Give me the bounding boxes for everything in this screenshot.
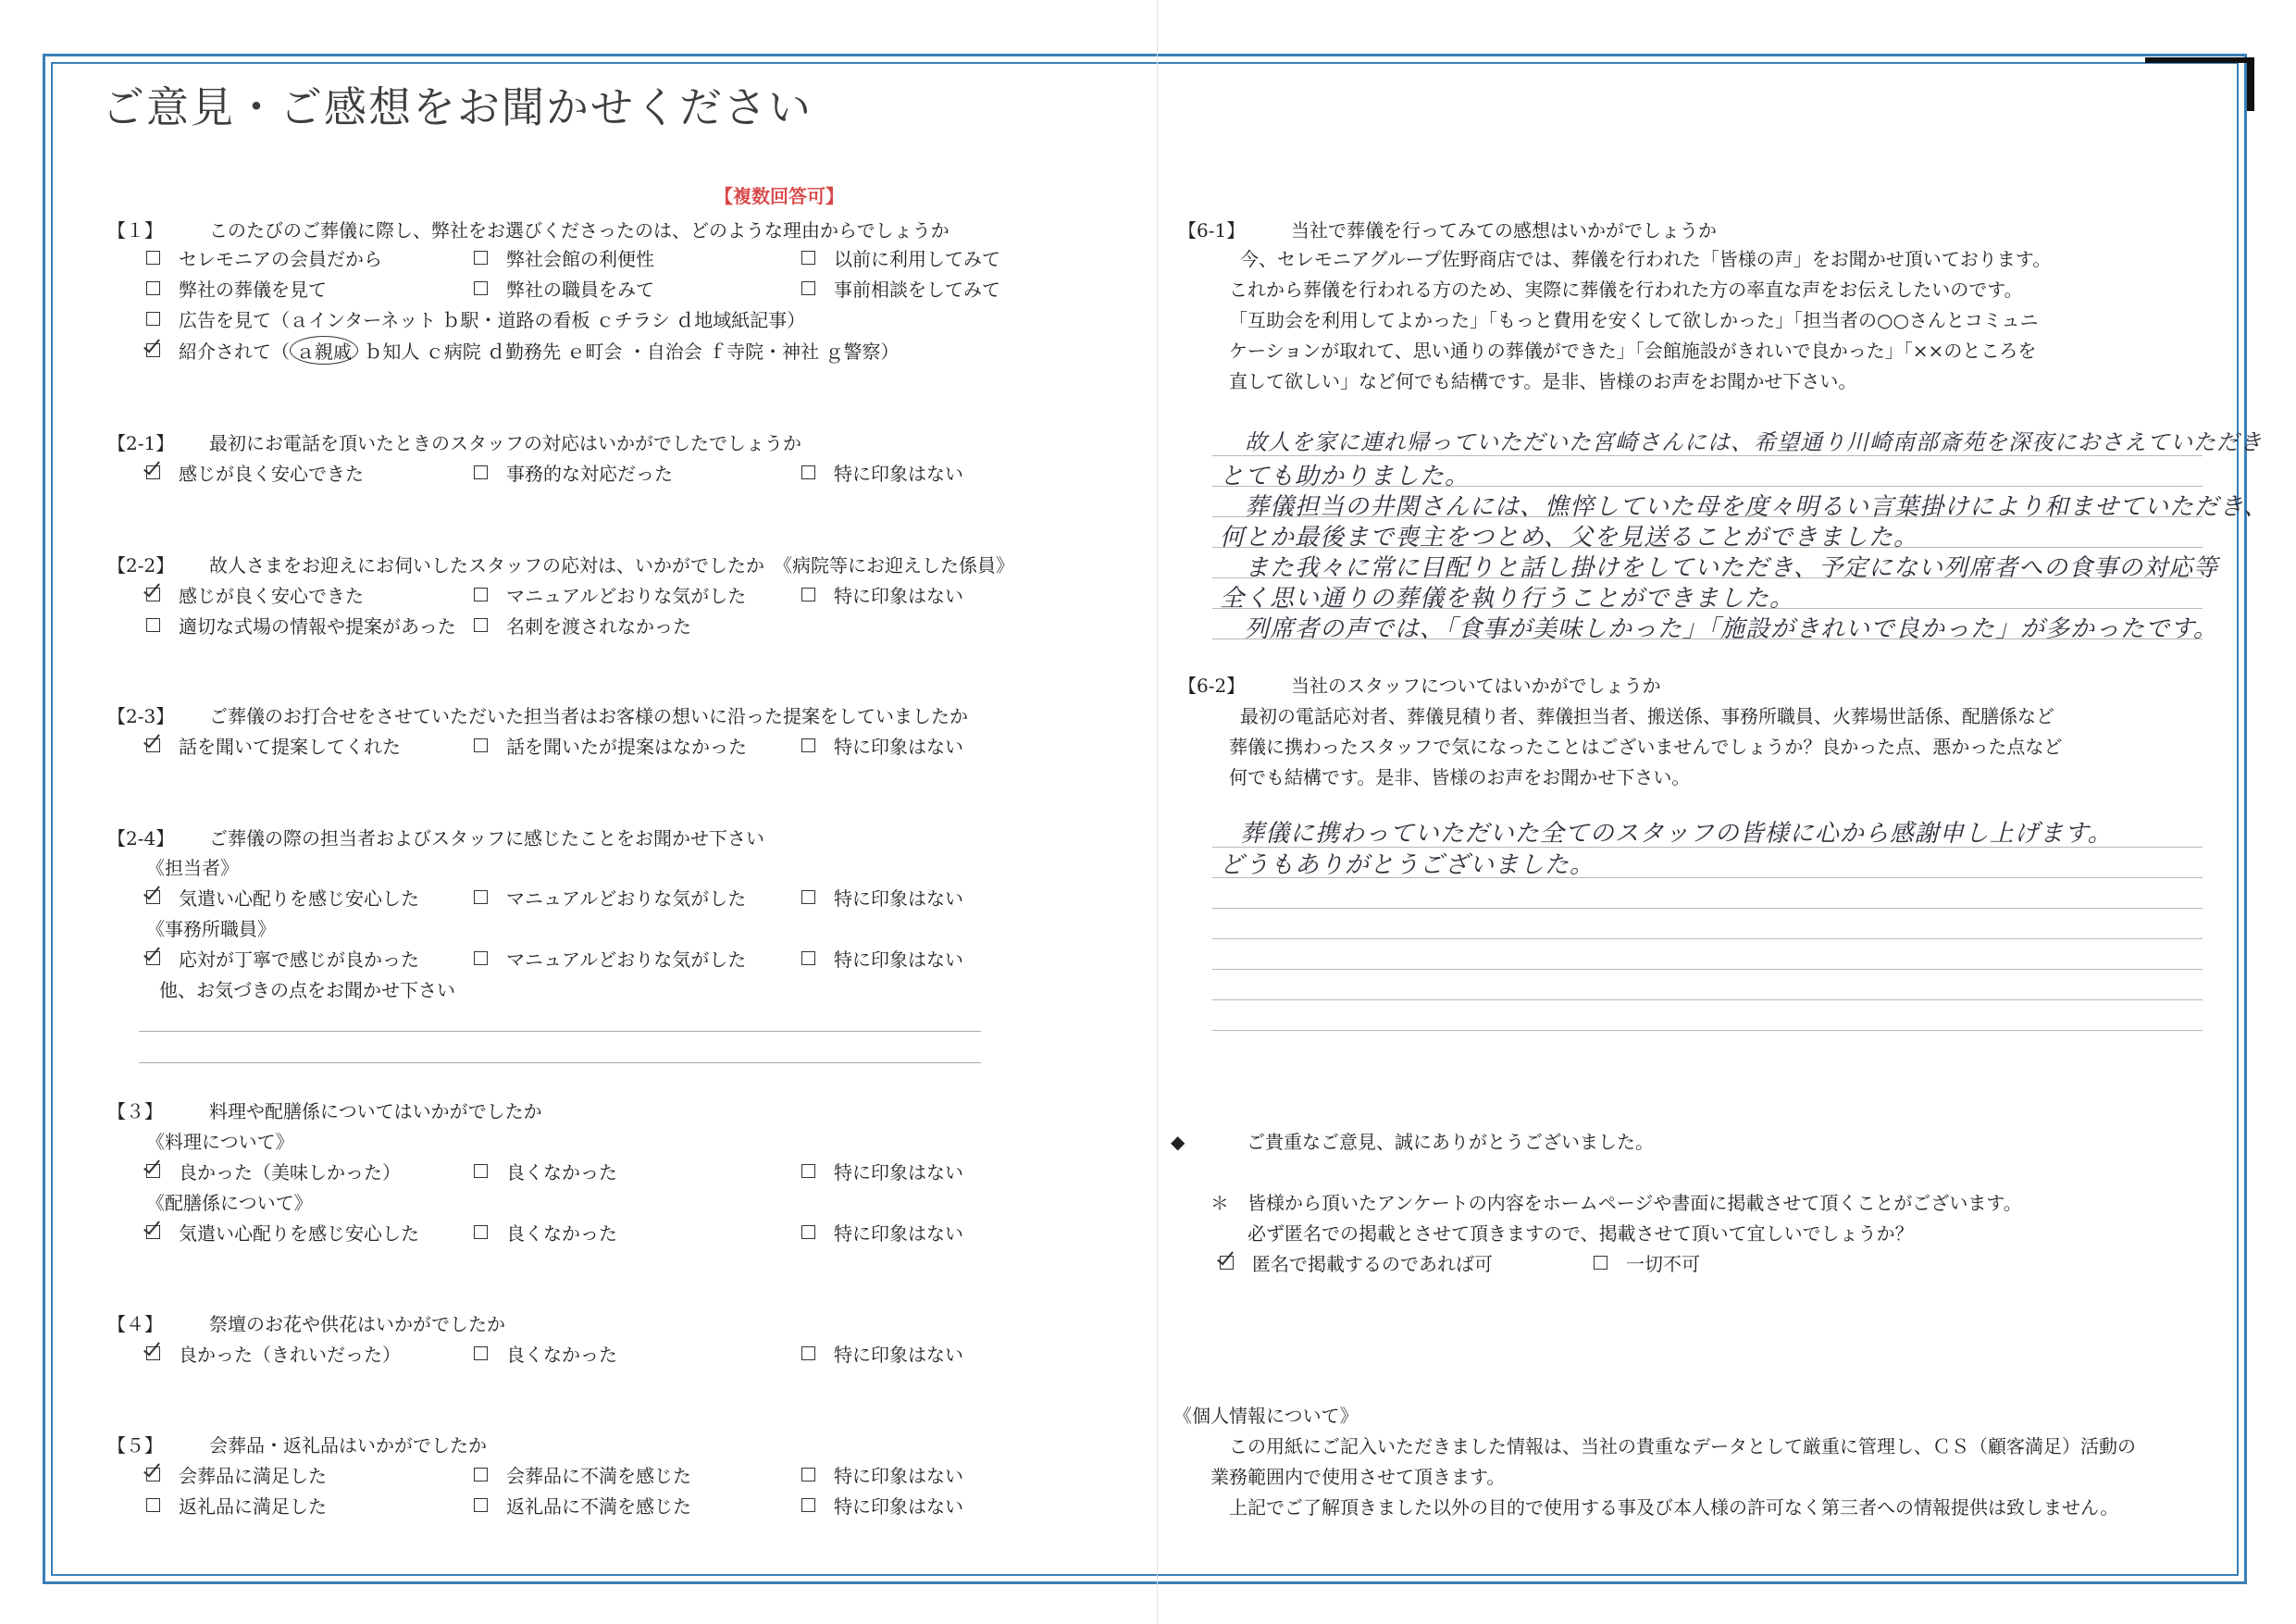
checkbox[interactable] xyxy=(474,1468,488,1481)
subheading-serving-staff: 《配膳係について》 xyxy=(146,1192,313,1214)
checkbox[interactable] xyxy=(146,618,160,632)
handwritten-answer-line: 葬儀担当の井関さんには、憔悴していた母を度々明るい言葉掛けにより和ませていただき、 xyxy=(1245,493,2268,521)
handwritten-answer-line: 何とか最後まで喪主をつとめ、父を見送ることができました。 xyxy=(1220,524,1918,552)
question-text: このたびのご葬儀に際し、弊社をお選びくださったのは、どのような理由からでしょうか xyxy=(209,219,949,242)
question-number: 【2-4】 xyxy=(107,827,175,849)
q1-option-introduction[interactable]: 紹介されて（ ａ親戚 ｂ知人 ｃ病院 ｄ勤務先 ｅ町会 ・自治会 ｆ寺院・神社 ｇ警察） xyxy=(146,336,900,365)
question-number: 【５】 xyxy=(107,1434,163,1457)
question-text: 料理や配膳係についてはいかがでしたか xyxy=(209,1100,542,1122)
q1-option[interactable]: 弊社会館の利便性 xyxy=(474,244,654,271)
checkbox[interactable] xyxy=(146,1498,160,1512)
asterisk-icon: ＊ xyxy=(1210,1192,1229,1214)
answer-line[interactable] xyxy=(1212,908,2203,909)
checkbox[interactable] xyxy=(801,951,815,965)
q2-4-option[interactable]: 特に印象はない xyxy=(801,945,963,972)
q3-option[interactable]: 良くなかった xyxy=(474,1219,617,1246)
question-4 xyxy=(107,1309,505,1336)
q2-4-option[interactable]: マニュアルどおりな気がした xyxy=(474,945,746,972)
q3-option[interactable]: 良かった（美味しかった） xyxy=(146,1158,401,1184)
privacy-line: この用紙にご記入いただきました情報は、当社の貴重なデータとして厳重に管理し、ＣＳ（顧客満足）活動の xyxy=(1229,1435,2136,1457)
question-text: ご葬儀の際の担当者およびスタッフに感じたことをお聞かせ下さい xyxy=(209,827,764,849)
handwritten-answer-line: また我々に常に目配りと話し掛けをしていただき、予定にない列席者への食事の対応等 xyxy=(1245,554,2218,582)
checkbox[interactable] xyxy=(1594,1256,1607,1270)
q5-option[interactable]: 返礼品に満足した xyxy=(146,1492,327,1519)
handwritten-answer-line: 葬儀に携わっていただいた全てのスタッフの皆様に心から感謝申し上げます。 xyxy=(1240,820,2113,848)
checkbox-checked[interactable] xyxy=(146,738,160,752)
question-number: 【2-3】 xyxy=(107,705,175,727)
question-3 xyxy=(107,1097,542,1123)
q3-option[interactable]: 良くなかった xyxy=(474,1158,617,1184)
checkbox-checked[interactable] xyxy=(146,465,160,479)
checkbox[interactable] xyxy=(801,465,815,479)
q6-2-description-line: 葬儀に携わったスタッフで気になったことはございませんでしょうか？良かった点、悪かった点など xyxy=(1229,736,2063,758)
q6-1-description-line: これから葬儀を行われる方のため、実際に葬儀を行われた方の率直な声をお伝えしたいのです。 xyxy=(1229,279,2023,301)
question-2-4 xyxy=(107,824,764,850)
handwritten-answer-line: どうもありがとうございました。 xyxy=(1220,851,1595,879)
answer-line[interactable] xyxy=(1212,969,2203,970)
question-6-1 xyxy=(1178,216,1717,242)
q2-4-option[interactable]: 特に印象はない xyxy=(801,884,963,911)
checkbox[interactable] xyxy=(801,281,815,295)
answer-line[interactable] xyxy=(1212,1030,2203,1031)
multiple-answers-note: 【複数回答可】 xyxy=(714,185,844,207)
checkbox[interactable] xyxy=(474,738,488,752)
q6-2-description-line: 何でも結構です。是非、皆様のお声をお聞かせ下さい。 xyxy=(1229,766,1691,788)
privacy-line: 上記でご了解頂きました以外の目的で使用する事及び本人様の許可なく第三者への情報提供は致しません。 xyxy=(1229,1496,2119,1519)
q3-option[interactable]: 特に印象はない xyxy=(801,1219,963,1246)
q3-option[interactable]: 気遣い心配りを感じ安心した xyxy=(146,1219,419,1246)
question-text: 祭壇のお花や供花はいかがでしたか xyxy=(209,1313,505,1335)
q1-option[interactable]: 弊社の職員をみて xyxy=(474,275,654,302)
q2-2-option[interactable]: 感じが良く安心できた xyxy=(146,581,364,608)
q2-2-option[interactable]: 適切な式場の情報や提案があった xyxy=(146,612,456,638)
checkbox[interactable] xyxy=(146,312,160,326)
checkbox[interactable] xyxy=(474,1346,488,1360)
comment-line[interactable] xyxy=(139,1062,981,1063)
q5-option[interactable]: 会葬品に不満を感じた xyxy=(474,1461,691,1488)
circled-answer: ａ親戚 xyxy=(290,336,358,365)
checkbox[interactable] xyxy=(474,281,488,295)
q6-1-description-line: 「互助会を利用してよかった」「もっと費用を安くして欲しかった」「担当者の○○さんとコミュニ xyxy=(1229,309,2039,331)
checkbox-checked[interactable] xyxy=(146,1225,160,1239)
question-2-1 xyxy=(107,428,801,455)
checkbox[interactable] xyxy=(474,1164,488,1178)
q2-1-option[interactable]: 特に印象はない xyxy=(801,459,963,486)
q1-option[interactable]: 事前相談をしてみて xyxy=(801,275,1000,302)
question-number: 【１】 xyxy=(107,219,163,242)
consent-option-refuse[interactable]: 一切不可 xyxy=(1594,1249,1700,1276)
checkbox-checked[interactable] xyxy=(146,1346,160,1360)
subheading-food: 《料理について》 xyxy=(146,1131,294,1153)
question-number: 【6-1】 xyxy=(1178,219,1246,242)
checkbox-checked[interactable] xyxy=(146,343,160,357)
q5-option[interactable]: 返礼品に不満を感じた xyxy=(474,1492,691,1519)
question-6-2 xyxy=(1178,671,1661,698)
checkbox[interactable] xyxy=(801,1346,815,1360)
q6-2-description-line: 最初の電話応対者、葬儀見積り者、葬儀担当者、搬送係、事務所職員、火葬場世話係、配膳係など xyxy=(1240,705,2054,727)
checkbox[interactable] xyxy=(801,1225,815,1239)
checkbox[interactable] xyxy=(801,251,815,265)
checkbox[interactable] xyxy=(474,251,488,265)
checkbox[interactable] xyxy=(474,465,488,479)
corner-mark-vertical xyxy=(2247,57,2254,111)
q5-option[interactable]: 特に印象はない xyxy=(801,1461,963,1488)
privacy-line: 業務範囲内で使用させて頂きます。 xyxy=(1210,1466,1506,1488)
checkbox[interactable] xyxy=(474,951,488,965)
q4-option[interactable]: 特に印象はない xyxy=(801,1340,963,1367)
diamond-icon: ◆ xyxy=(1171,1131,1185,1153)
q5-option[interactable]: 特に印象はない xyxy=(801,1492,963,1519)
checkbox-checked[interactable] xyxy=(146,1468,160,1481)
q4-option[interactable]: 良かった（きれいだった） xyxy=(146,1340,401,1367)
q6-1-description-line: ケーションが取れて、思い通りの葬儀ができた」「会館施設がきれいで良かった」「××のところを xyxy=(1229,340,2037,362)
question-5 xyxy=(107,1431,487,1457)
q2-1-option[interactable]: 事務的な対応だった xyxy=(474,459,673,486)
question-text: 当社で葬儀を行ってみての感想はいかがでしょうか xyxy=(1291,219,1717,242)
question-1 xyxy=(107,216,949,242)
checkbox[interactable] xyxy=(801,890,815,904)
checkbox[interactable] xyxy=(146,281,160,295)
q2-1-option[interactable]: 感じが良く安心できた xyxy=(146,459,364,486)
question-number: 【３】 xyxy=(107,1100,163,1122)
checkbox[interactable] xyxy=(474,588,488,601)
handwritten-answer-line: 列席者の声では、「食事が美味しかった」「施設がきれいで良かった」が多かったです。 xyxy=(1245,615,2218,643)
q2-4-option[interactable]: マニュアルどおりな気がした xyxy=(474,884,746,911)
other-comments-prompt: 他、お気づきの点をお聞かせ下さい xyxy=(159,979,455,1001)
question-number: 【6-2】 xyxy=(1178,675,1246,697)
question-text: 当社のスタッフについてはいかがでしょうか xyxy=(1291,675,1661,697)
q6-1-description-line: 直して欲しい」など何でも結構です。是非、皆様のお声をお聞かせ下さい。 xyxy=(1229,370,1857,392)
question-text: ご葬儀のお打合せをさせていただいた担当者はお客様の想いに沿った提案をしていましたか xyxy=(209,705,968,727)
q2-3-option[interactable]: 話を聞いたが提案はなかった xyxy=(474,732,747,759)
q2-2-option[interactable]: 特に印象はない xyxy=(801,581,963,608)
subheading-office-staff: 《事務所職員》 xyxy=(146,918,276,940)
answer-line[interactable] xyxy=(1212,999,2203,1000)
q2-3-option[interactable]: 話を聞いて提案してくれた xyxy=(146,732,401,759)
question-number: 【2-2】 xyxy=(107,554,175,576)
publication-question: 必ず匿名での掲載とさせて頂きますので、掲載させて頂いて宜しいでしょうか？ xyxy=(1247,1222,1914,1245)
corner-mark xyxy=(2145,57,2254,63)
q6-1-description-line: 今、セレモニアグループ佐野商店では、葬儀を行われた「皆様の声」をお聞かせ頂いております。 xyxy=(1240,248,2052,270)
question-text: 最初にお電話を頂いたときのスタッフの対応はいかがでしたでしょうか xyxy=(209,432,801,454)
handwritten-answer-line: とても助かりました。 xyxy=(1220,463,1471,490)
privacy-title: 《個人情報について》 xyxy=(1173,1405,1359,1427)
question-2-2 xyxy=(107,551,1014,577)
checkbox-checked[interactable] xyxy=(146,890,160,904)
checkbox-checked[interactable] xyxy=(146,1164,160,1178)
q3-option[interactable]: 特に印象はない xyxy=(801,1158,963,1184)
checkbox[interactable] xyxy=(146,251,160,265)
q1-option[interactable]: 以前に利用してみて xyxy=(801,244,1000,271)
checkbox[interactable] xyxy=(801,738,815,752)
checkbox[interactable] xyxy=(801,1468,815,1481)
checkbox-checked[interactable] xyxy=(146,951,160,965)
question-number: 【４】 xyxy=(107,1313,163,1335)
page-fold xyxy=(1157,0,1158,1624)
question-number: 【2-1】 xyxy=(107,432,175,454)
q1-option[interactable]: 弊社の葬儀を見て xyxy=(146,275,327,302)
checkbox-checked[interactable] xyxy=(1220,1256,1234,1270)
q2-4-option[interactable]: 気遣い心配りを感じ安心した xyxy=(146,884,419,911)
question-2-3 xyxy=(107,701,968,728)
q2-4-option[interactable]: 応対が丁寧で感じが良かった xyxy=(146,945,419,972)
q2-2-option[interactable]: 名刺を渡されなかった xyxy=(474,612,691,638)
answer-line[interactable] xyxy=(1212,938,2203,939)
checkbox[interactable] xyxy=(474,890,488,904)
handwritten-answer-line: 故人を家に連れ帰っていただいた宮崎さんには、希望通り川崎南部斎苑を深夜におさえていただき xyxy=(1245,429,2263,455)
checkbox-checked[interactable] xyxy=(146,588,160,601)
checkbox[interactable] xyxy=(474,618,488,632)
checkbox[interactable] xyxy=(801,1498,815,1512)
publication-notice: ＊ 皆様から頂いたアンケートの内容をホームページや書面に掲載させて頂くことがございます。 xyxy=(1210,1188,2022,1215)
checkbox[interactable] xyxy=(474,1225,488,1239)
thanks-line: ◆ ご貴重なご意見、誠にありがとうございました。 xyxy=(1171,1131,1654,1153)
q1-option[interactable]: セレモニアの会員だから xyxy=(146,244,382,271)
checkbox[interactable] xyxy=(474,1498,488,1512)
q2-3-option[interactable]: 特に印象はない xyxy=(801,732,963,759)
checkbox[interactable] xyxy=(801,1164,815,1178)
q2-2-option[interactable]: マニュアルどおりな気がした xyxy=(474,581,746,608)
comment-line[interactable] xyxy=(139,1031,981,1032)
q5-option[interactable]: 会葬品に満足した xyxy=(146,1461,327,1488)
question-text: 故人さまをお迎えにお伺いしたスタッフの応対は、いかがでしたか 《病院等にお迎えした係員》 xyxy=(209,554,1014,576)
page-title: ご意見・ご感想をお聞かせください xyxy=(102,82,813,132)
question-text: 会葬品・返礼品はいかがでしたか xyxy=(209,1434,487,1457)
q1-option[interactable]: 広告を見て（ａインターネット ｂ駅・道路の看板 ｃチラシ ｄ地域紙記事） xyxy=(146,305,805,332)
q4-option[interactable]: 良くなかった xyxy=(474,1340,617,1367)
checkbox[interactable] xyxy=(801,588,815,601)
handwritten-answer-line: 全く思い通りの葬儀を執り行うことができました。 xyxy=(1220,585,1795,613)
consent-option-anonymous[interactable]: 匿名で掲載するのであれば可 xyxy=(1220,1249,1493,1276)
subheading-staff-in-charge: 《担当者》 xyxy=(146,857,239,879)
